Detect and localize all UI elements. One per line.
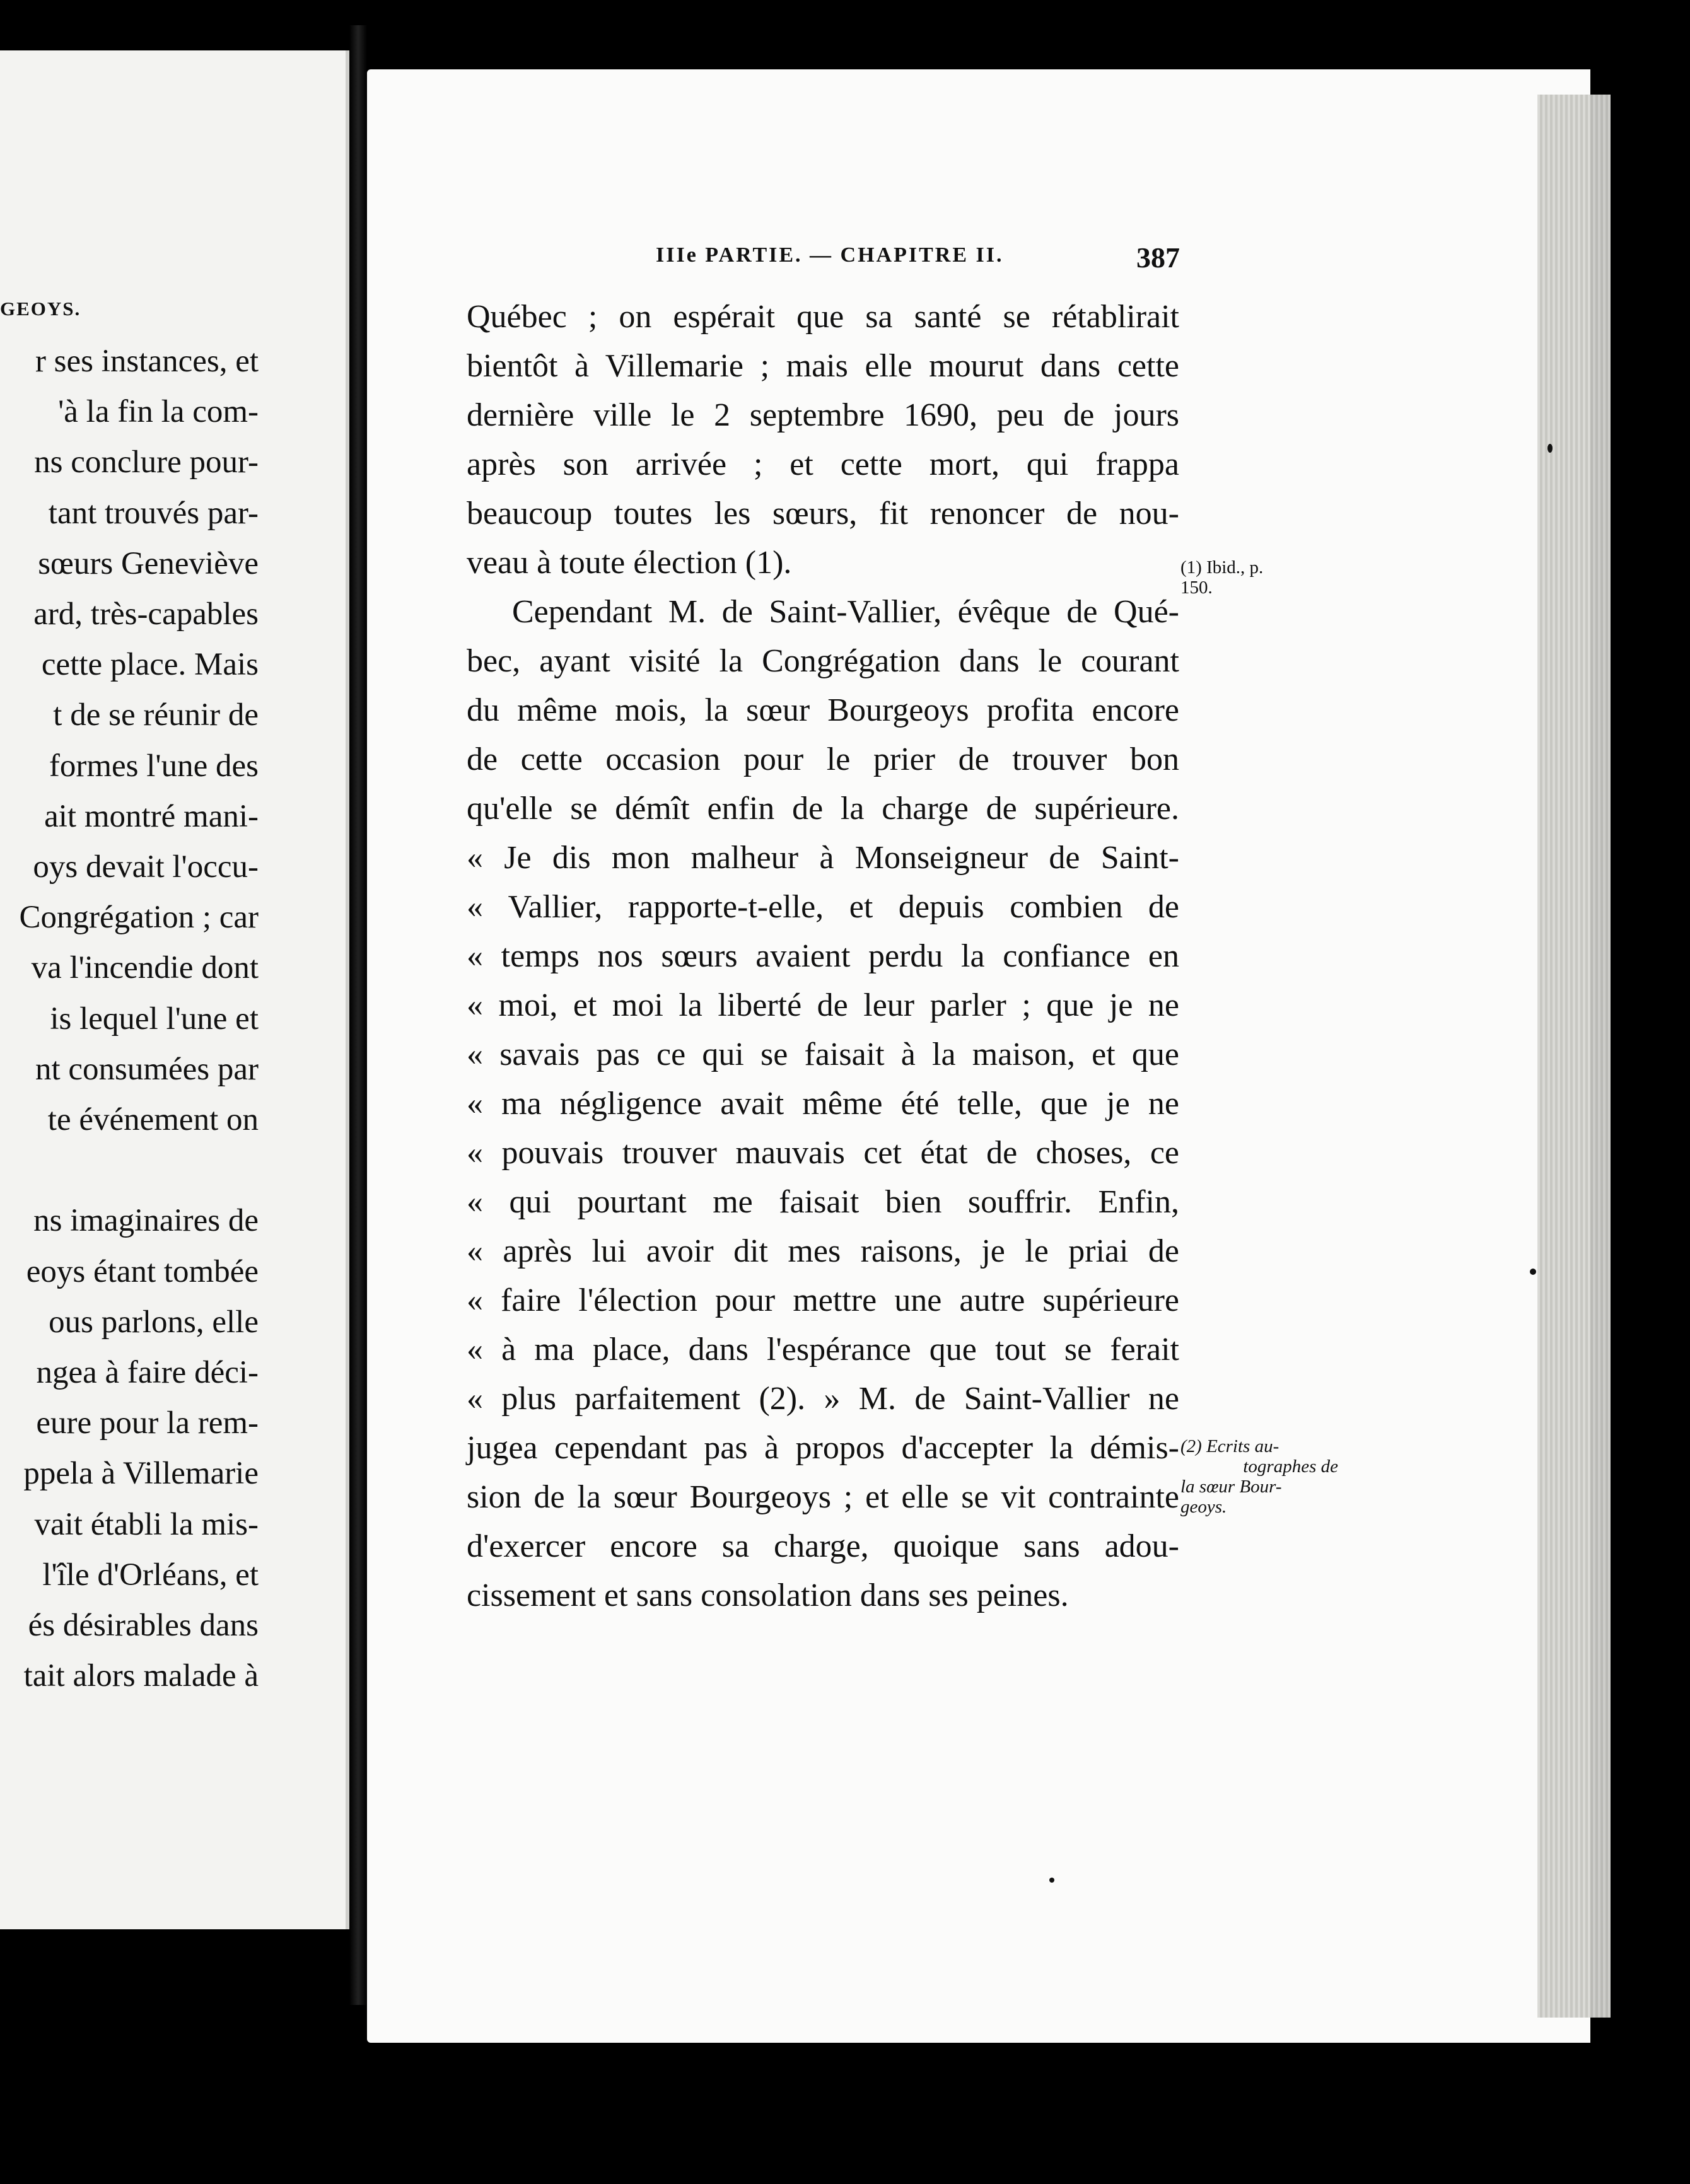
left-text-line: is lequel l'une et	[50, 1001, 259, 1037]
ink-speck	[1530, 1269, 1536, 1275]
left-running-head: GEOYS.	[0, 298, 81, 320]
footnote-1	[1180, 557, 1338, 598]
left-text-line: ppela à Villemarie	[23, 1456, 259, 1491]
text-line: de cette occasion pour le prier de trouver bon	[467, 741, 1179, 777]
text-line: dernière ville le 2 septembre 1690, peu de jours	[467, 397, 1179, 433]
text-line: « faire l'élection pour mettre une autre supérieure	[467, 1282, 1179, 1318]
left-text-line: r ses instances, et	[35, 344, 259, 379]
left-text-line: és désirables dans	[28, 1608, 259, 1643]
text-line: « après lui avoir dit mes raisons, je le priai de	[467, 1233, 1179, 1269]
left-text-line: t de se réunir de	[53, 697, 259, 733]
left-text-line: te événement on	[47, 1102, 259, 1137]
left-text-line: ard, très-capables	[33, 596, 259, 632]
left-text-line: sœurs Geneviève	[38, 546, 259, 581]
text-line: veau à toute élection (1).	[467, 545, 792, 581]
body-text	[467, 293, 1179, 1620]
left-text-line: l'île d'Orléans, et	[42, 1557, 259, 1593]
left-text-line: tait alors malade à	[23, 1658, 259, 1693]
text-line: « savais pas ce qui se faisait à la maison, et que	[467, 1037, 1179, 1072]
left-text-line: ngea à faire déci-	[36, 1355, 259, 1390]
text-line: « moi, et moi la liberté de leur parler ; que je ne	[467, 987, 1179, 1023]
page-number: 387	[1136, 241, 1180, 274]
text-line: bientôt à Villemarie ; mais elle mourut dans cette	[467, 348, 1179, 384]
running-head: IIIe PARTIE. — CHAPITRE II.	[656, 243, 1004, 267]
book-gutter	[349, 25, 367, 2005]
text-line: cissement et sans consolation dans ses peines.	[467, 1577, 1069, 1613]
left-text-line: ns imaginaires de	[33, 1203, 259, 1238]
left-page	[0, 50, 349, 1929]
text-line: « pouvais trouver mauvais cet état de choses, ce	[467, 1135, 1179, 1171]
footnote-line: geoys.	[1180, 1497, 1227, 1517]
left-text-line: nt consumées par	[35, 1052, 259, 1087]
left-text-line: eure pour la rem-	[36, 1405, 259, 1441]
text-line: jugea cependant pas à propos d'accepter la démis-	[467, 1430, 1179, 1466]
text-line: « Vallier, rapporte-t-elle, et depuis combien de	[467, 889, 1179, 925]
text-line: Cependant M. de Saint-Vallier, évêque de Qué-	[512, 594, 1179, 630]
left-text-line: oys devait l'occu-	[33, 849, 259, 885]
footnote-line: 150.	[1180, 578, 1213, 598]
left-text-line: 'à la fin la com-	[58, 394, 259, 429]
text-line: « ma négligence avait même été telle, que je ne	[467, 1086, 1179, 1122]
footnote-line: (2) Ecrits au-	[1180, 1436, 1279, 1456]
left-text-line: ns conclure pour-	[34, 444, 259, 480]
left-text-line: ait montré mani-	[44, 799, 259, 834]
text-line: d'exercer encore sa charge, quoique sans adou-	[467, 1528, 1179, 1564]
left-text-line: formes l'une des	[49, 748, 259, 784]
text-line: « temps nos sœurs avaient perdu la confiance en	[467, 938, 1179, 974]
left-text-line: va l'incendie dont	[31, 950, 259, 985]
text-line: beaucoup toutes les sœurs, fit renoncer de nou-	[467, 496, 1179, 531]
ink-speck	[1049, 1878, 1054, 1883]
ink-speck	[1547, 444, 1553, 453]
text-line: bec, ayant visité la Congrégation dans le courant	[467, 643, 1179, 679]
text-line: « plus parfaitement (2). » M. de Saint-Vallier ne	[467, 1381, 1179, 1417]
left-text-line: eoys étant tombée	[26, 1254, 259, 1289]
footnote-2	[1180, 1436, 1338, 1517]
left-text-line: tant trouvés par-	[48, 496, 259, 531]
text-line: sion de la sœur Bourgeoys ; et elle se vit contrainte	[467, 1479, 1179, 1515]
footnote-line: (1) Ibid., p.	[1180, 557, 1264, 578]
text-line: « à ma place, dans l'espérance que tout se ferait	[467, 1332, 1179, 1368]
text-line: qu'elle se démît enfin de la charge de supérieure.	[467, 791, 1179, 827]
footnote-line: la sœur Bour-	[1180, 1477, 1282, 1497]
left-text-line: vait établi la mis-	[34, 1507, 259, 1542]
page-edge	[1537, 95, 1611, 2018]
text-line: du même mois, la sœur Bourgeoys profita encore	[467, 692, 1179, 728]
left-text-line: Congrégation ; car	[19, 900, 259, 935]
left-text-line: cette place. Mais	[41, 647, 259, 682]
left-text-line: ous parlons, elle	[49, 1304, 259, 1340]
text-line: Québec ; on espérait que sa santé se rétablirait	[467, 299, 1179, 335]
text-line: après son arrivée ; et cette mort, qui frappa	[467, 446, 1179, 482]
footnote-line: tographes de	[1243, 1456, 1338, 1477]
text-line: « qui pourtant me faisait bien souffrir. Enfin,	[467, 1184, 1179, 1220]
text-line: « Je dis mon malheur à Monseigneur de Saint-	[467, 840, 1179, 876]
